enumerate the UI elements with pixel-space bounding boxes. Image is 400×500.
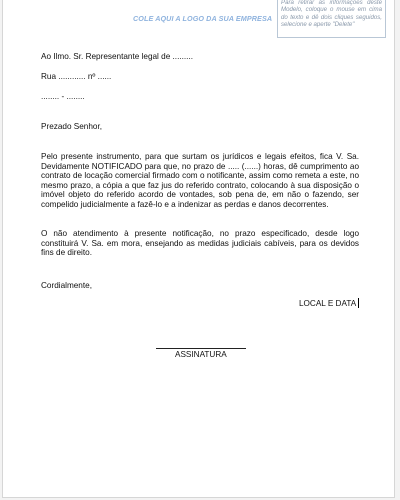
instruction-note-text: Para retirar as informações deste Modelo, coloque o mouse em cima do texto e dê dois cliques seguidos, selecione e aperte "Delete" xyxy=(281,0,382,28)
closing: Cordialmente, xyxy=(41,281,92,290)
street-line: Rua ............ nº ...... xyxy=(41,72,112,81)
text-cursor xyxy=(358,298,359,308)
document-page xyxy=(2,0,395,498)
paragraph-consequence: O não atendimento à presente notificação, no prazo especificado, desde logo constituirá V. Sa. em mora, ensejando as medidas judiciais cabíveis, para os devidos fins de direito. xyxy=(41,229,359,258)
place-and-date: LOCAL E DATA xyxy=(299,299,357,308)
greeting: Prezado Senhor, xyxy=(41,122,102,131)
signature-line xyxy=(156,348,246,349)
logo-placeholder[interactable]: COLE AQUI A LOGO DA SUA EMPRESA xyxy=(133,14,273,23)
instruction-note-box[interactable] xyxy=(277,0,386,38)
paragraph-notification: Pelo presente instrumento, para que surtam os jurídicos e legais efeitos, fica V. Sa. Devidamente NOTIFICADO para que, no prazo de ..... (......) horas, dê cumprimento ao contrato de locação comercial firmado com o notificante, assim como remeta a este, no mesmo prazo, a cópia a que faz jus do referido contrato, colocando à sua disposição o imóvel objeto do referido acordo de vontades, sob pena de, em não o fazendo, ser compelido judicialmente a fazê-lo e a indenizar as perdas e danos decorrentes. xyxy=(41,152,359,209)
signature-label: ASSINATURA xyxy=(175,350,227,359)
addressee-line: Ao Ilmo. Sr. Representante legal de ......... xyxy=(41,52,194,61)
city-line: ........ - ........ xyxy=(41,92,85,101)
